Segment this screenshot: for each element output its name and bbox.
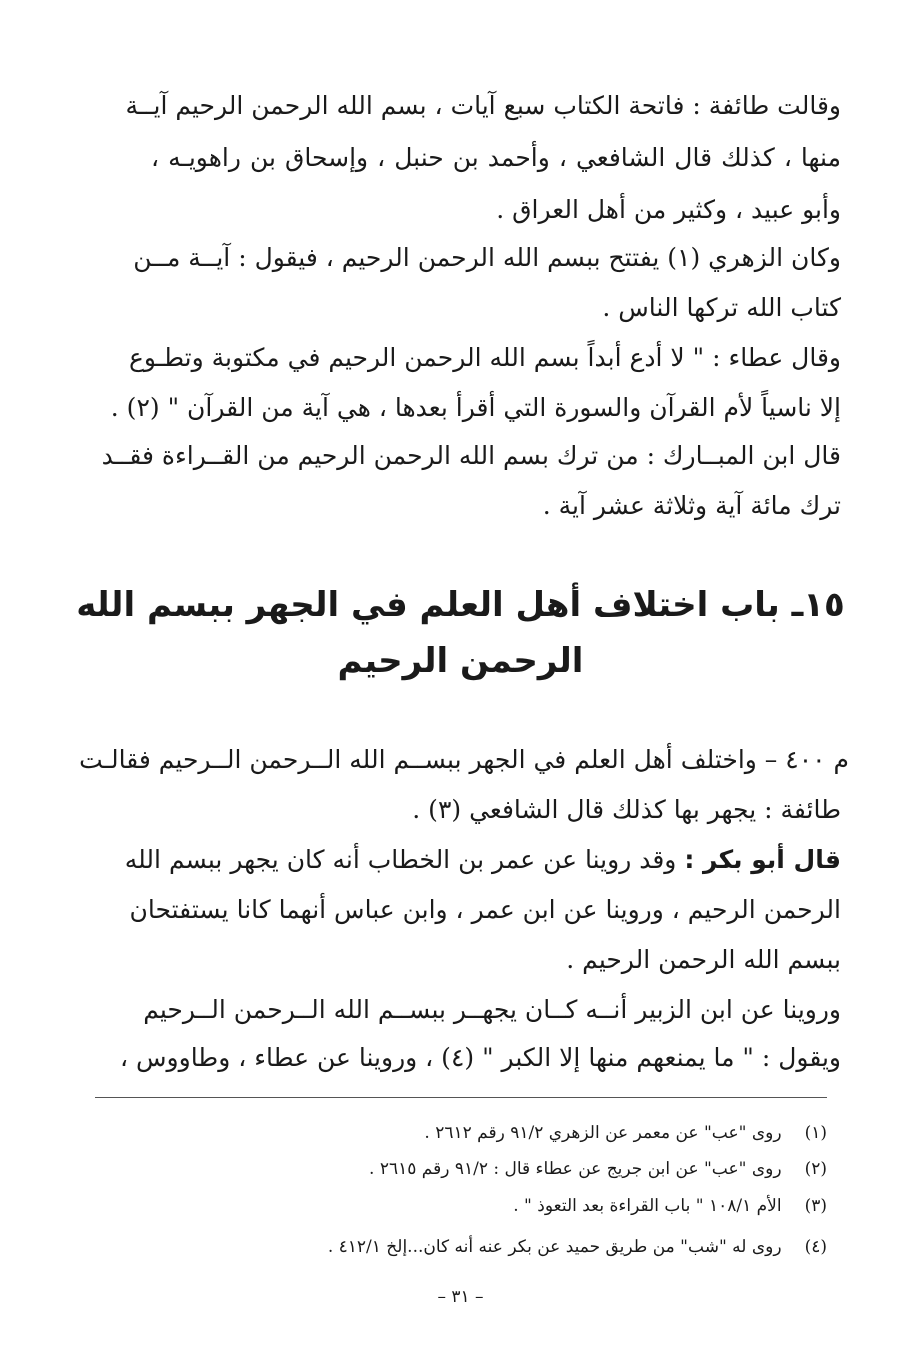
text-line: وروينا عن ابن الزبير أنــه كــان يجهــر ببســم الله الــرحمن الــرحيم [143,995,841,1024]
footnote-number: (٣) [804,1196,827,1216]
text-line [124,842,841,878]
text-line: م ٤٠٠ – واختلف أهل العلم في الجهر ببســم الله الــرحمن الــرحيم فقالـت [79,745,849,774]
text-line: منها ، كذلك قال الشافعي ، وأحمد بن حنبل ، وإسحاق بن راهويـه ، [151,143,841,172]
text-line: وأبو عبيد ، وكثير من أهل العراق . [496,195,841,224]
text-line: وكان الزهري (١) يفتتح ببسم الله الرحمن الرحيم ، فيقول : آيــة مــن [133,243,841,272]
text-run: وقد روينا عن عمر بن الخطاب أنه كان يجهر ببسم الله [124,845,677,874]
text-line: وقالت طائفة : فاتحة الكتاب سبع آيات ، بسم الله الرحمن الرحيم آيــة [125,91,841,120]
text-line: إلا ناسياً لأم القرآن والسورة التي أقرأ بعدها ، هي آية من القرآن " (٢) . [110,393,841,422]
footnote-text: روى "عب" عن ابن جريج عن عطاء قال : ٩١/٢ رقم ٢٦١٥ . [369,1159,782,1179]
text-line: قال ابن المبــارك : من ترك بسم الله الرحمن الرحيم من القــراءة فقــد [101,441,841,470]
section-heading-line1: ١٥ـ باب اختلاف أهل العلم في الجهر ببسم الله [76,585,845,625]
footnote [97,1156,827,1182]
footnote [97,1120,827,1146]
text-line: ترك مائة آية وثلاثة عشر آية . [542,491,841,520]
footnote-number: (٢) [804,1159,827,1179]
footnote-separator [95,1097,827,1098]
speaker-label: قال أبو بكر : [684,845,841,874]
footnote [97,1234,827,1260]
text-line: ويقول : " ما يمنعهم منها إلا الكبر " (٤) ، وروينا عن عطاء ، وطاووس ، [120,1043,841,1072]
footnote-number: (٤) [804,1237,827,1257]
footnote-text: الأم ١٠٨/١ " باب القراءة بعد التعوذ " . [513,1196,782,1216]
footnote [97,1193,827,1219]
text-line: طائفة : يجهر بها كذلك قال الشافعي (٣) . [412,795,841,824]
page-number: – ٣١ – [437,1287,484,1307]
text-line: ببسم الله الرحمن الرحيم . [566,945,841,974]
footnote-text: روى له "شب" من طريق حميد عن بكر عنه أنه كان...إلخ ٤١٢/١ . [327,1237,782,1257]
footnote-number: (١) [804,1123,827,1143]
footnote-text: روى "عب" عن معمر عن الزهري ٩١/٢ رقم ٢٦١٢ . [424,1123,782,1143]
text-line: كتاب الله تركها الناس . [602,293,841,322]
text-line: الرحمن الرحيم ، وروينا عن ابن عمر ، وابن عباس أنهما كانا يستفتحان [129,895,841,924]
section-heading-line2: الرحمن الرحيم [337,641,584,681]
text-line: وقال عطاء : " لا أدع أبداً بسم الله الرحمن الرحيم في مكتوبة وتطـوع [129,343,841,372]
